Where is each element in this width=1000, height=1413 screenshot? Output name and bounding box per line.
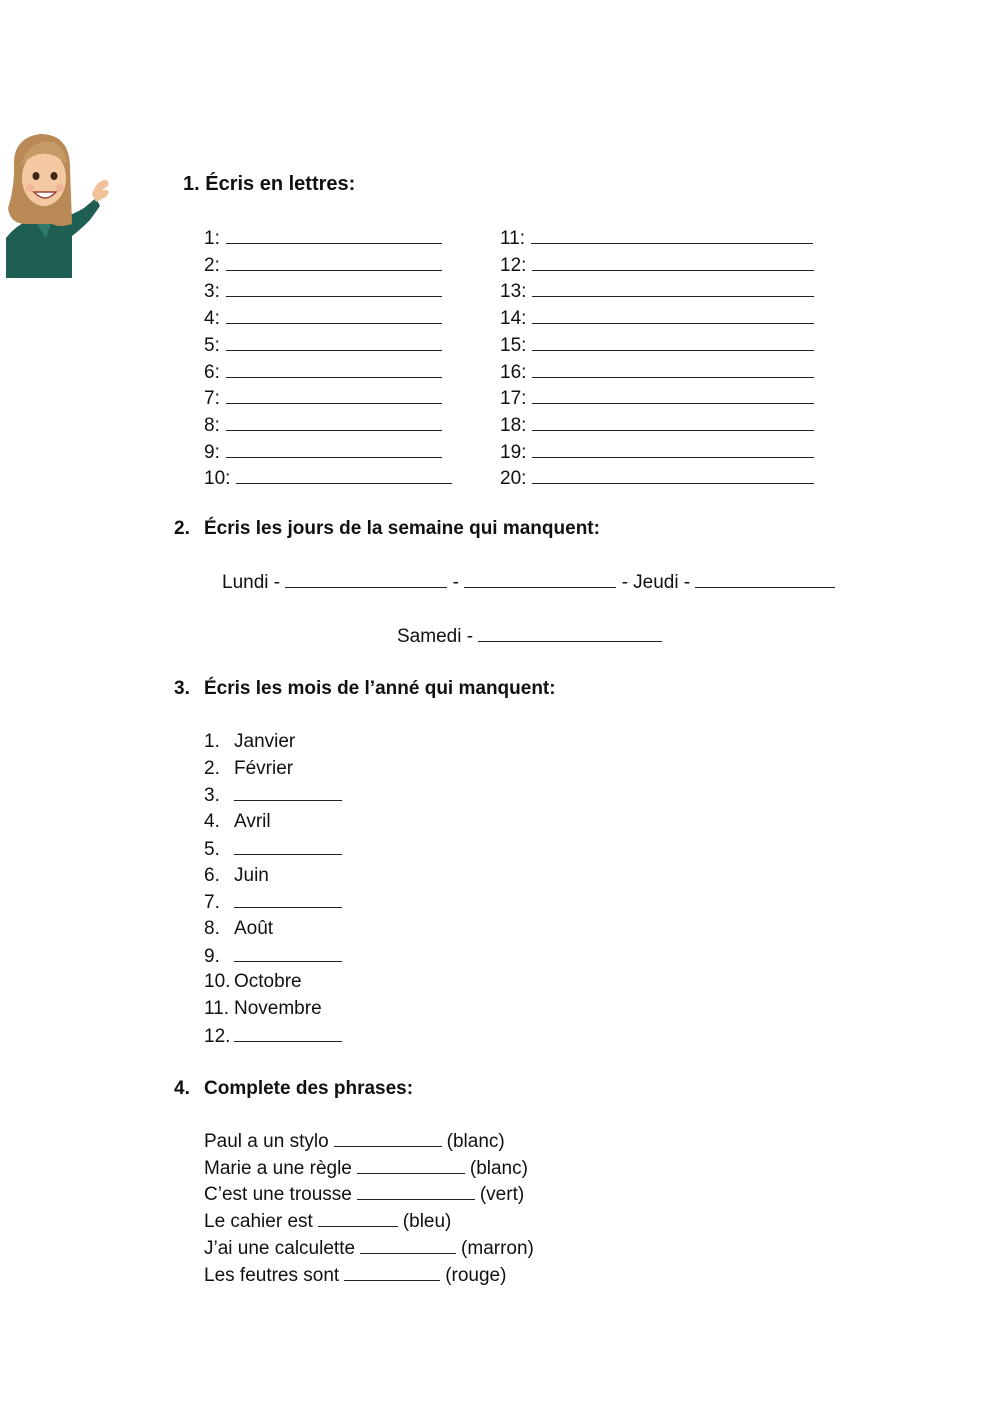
- section-2-heading: [174, 518, 600, 540]
- number-row: [500, 254, 814, 277]
- sentence-text: Le cahier est: [204, 1211, 313, 1233]
- weekday-blank-2[interactable]: [464, 571, 616, 588]
- month-number: 11.: [204, 998, 230, 1019]
- sentence-text: Marie a une règle: [204, 1157, 352, 1179]
- sentence-answer-blank[interactable]: [357, 1183, 475, 1200]
- number-label: 11:: [500, 228, 526, 249]
- number-label: 19:: [500, 441, 527, 463]
- number-label: 13:: [500, 281, 527, 303]
- month-number: 3.: [204, 785, 220, 807]
- number-answer-blank[interactable]: [226, 441, 442, 458]
- sentence-hint: (blanc): [469, 1157, 528, 1179]
- number-label: 16:: [500, 361, 527, 383]
- number-row: [204, 414, 442, 437]
- number-row: [500, 467, 814, 490]
- sentence-answer-blank[interactable]: [318, 1210, 398, 1227]
- number-answer-blank[interactable]: [532, 414, 814, 431]
- month-number: 7.: [204, 892, 220, 914]
- sentence-answer-blank[interactable]: [360, 1237, 456, 1254]
- sentence-text: C’est une trousse: [204, 1184, 352, 1206]
- sentence-text: J’ai une calculette: [204, 1237, 356, 1259]
- month-number: 4.: [204, 811, 220, 833]
- sentence-row: [204, 1130, 505, 1153]
- number-row: [204, 387, 442, 410]
- number-answer-blank[interactable]: [532, 307, 814, 324]
- month-answer-blank[interactable]: [234, 891, 342, 908]
- section-3-title: Écris les mois de l’anné qui manquent:: [204, 678, 556, 699]
- sentence-row: [204, 1210, 451, 1233]
- section-1-title: Écris en lettres:: [205, 173, 356, 195]
- month-item: [204, 918, 273, 940]
- number-label: 12:: [500, 254, 527, 276]
- month-item: [204, 758, 293, 780]
- number-label: 4:: [204, 308, 220, 330]
- month-number: 1.: [204, 731, 220, 752]
- month-number: 8.: [204, 917, 220, 939]
- weekday-blank-1[interactable]: [285, 571, 447, 588]
- sentence-row: [204, 1264, 506, 1287]
- number-label: 6:: [204, 361, 220, 383]
- number-row: [204, 227, 442, 250]
- number-row: [204, 361, 442, 384]
- weekday-blank-3[interactable]: [695, 571, 835, 588]
- month-number: 9.: [204, 945, 220, 967]
- number-row: [204, 307, 442, 330]
- number-answer-blank[interactable]: [532, 361, 814, 378]
- sentence-hint: (rouge): [445, 1264, 507, 1286]
- number-row: [204, 254, 442, 277]
- month-name: Août: [234, 917, 274, 939]
- weekday-blank-4[interactable]: [478, 625, 662, 642]
- number-label: 2:: [204, 254, 220, 276]
- number-label: 18:: [500, 414, 527, 436]
- sentence-answer-blank[interactable]: [334, 1130, 442, 1147]
- number-row: [500, 307, 814, 330]
- number-answer-blank[interactable]: [532, 467, 814, 484]
- section-2-number: 2.: [174, 518, 190, 539]
- section-1-number: 1.: [183, 173, 200, 195]
- section-3-heading: [174, 678, 556, 700]
- number-label: 9:: [204, 441, 220, 463]
- weekday-separator: -: [452, 572, 459, 593]
- number-row: [204, 280, 442, 303]
- month-name: Octobre: [234, 971, 302, 993]
- month-item: [204, 811, 271, 833]
- month-item: [204, 1025, 342, 1048]
- weekday-samedi: Samedi -: [397, 626, 474, 647]
- number-answer-blank[interactable]: [226, 227, 442, 244]
- sentence-hint: (bleu): [402, 1211, 452, 1233]
- number-answer-blank[interactable]: [226, 280, 442, 297]
- number-answer-blank[interactable]: [226, 254, 442, 271]
- month-item: [204, 784, 342, 807]
- weekday-lundi: Lundi -: [222, 572, 281, 593]
- number-row: [500, 414, 814, 437]
- month-name: Avril: [234, 811, 271, 833]
- number-row: [204, 334, 442, 357]
- weekdays-line-1: [222, 571, 835, 594]
- month-number: 5.: [204, 838, 220, 860]
- section-4-title: Complete des phrases:: [204, 1078, 414, 1099]
- number-label: 5:: [204, 334, 220, 356]
- month-name: Juin: [234, 864, 269, 886]
- number-answer-blank[interactable]: [532, 254, 814, 271]
- section-3-number: 3.: [174, 678, 190, 699]
- sentence-row: [204, 1237, 534, 1260]
- month-item: [204, 731, 295, 753]
- number-answer-blank[interactable]: [226, 387, 442, 404]
- number-answer-blank[interactable]: [236, 467, 452, 484]
- month-number: 6.: [204, 864, 220, 886]
- weekdays-line-2: [397, 625, 662, 648]
- month-answer-blank[interactable]: [234, 1025, 342, 1042]
- section-4-heading: [174, 1078, 413, 1100]
- number-row: [500, 441, 814, 464]
- month-item: [204, 998, 322, 1020]
- number-label: 8:: [204, 414, 220, 436]
- section-2-title: Écris les jours de la semaine qui manquent:: [204, 518, 600, 539]
- sentence-row: [204, 1183, 524, 1206]
- number-answer-blank[interactable]: [531, 227, 813, 244]
- number-label: 14:: [500, 308, 527, 330]
- number-label: 15:: [500, 334, 527, 356]
- month-item: [204, 971, 302, 993]
- number-answer-blank[interactable]: [532, 387, 814, 404]
- number-answer-blank[interactable]: [226, 307, 442, 324]
- month-name: Février: [234, 757, 294, 779]
- sentence-row: [204, 1157, 528, 1180]
- month-item: [204, 891, 342, 914]
- month-item: [204, 945, 342, 968]
- number-row: [500, 361, 814, 384]
- sentence-text: Paul a un stylo: [204, 1131, 329, 1152]
- month-item: [204, 838, 342, 861]
- month-number: 10.: [204, 971, 231, 993]
- month-number: 12.: [204, 1025, 231, 1047]
- month-answer-blank[interactable]: [234, 784, 342, 801]
- month-number: 2.: [204, 757, 220, 779]
- sentence-answer-blank[interactable]: [357, 1157, 465, 1174]
- sentence-hint: (marron): [461, 1237, 534, 1259]
- number-label: 3:: [204, 281, 220, 303]
- month-item: [204, 865, 269, 887]
- section-1-heading: [183, 173, 355, 195]
- weekday-jeudi: - Jeudi -: [621, 572, 691, 593]
- number-answer-blank[interactable]: [226, 414, 442, 431]
- month-name: Novembre: [234, 998, 322, 1019]
- number-row: [204, 467, 452, 490]
- number-row: [500, 227, 813, 250]
- number-label: 20:: [500, 468, 527, 490]
- number-label: 10:: [204, 468, 231, 490]
- number-answer-blank[interactable]: [532, 280, 814, 297]
- number-answer-blank[interactable]: [226, 334, 442, 351]
- number-row: [204, 441, 442, 464]
- number-label: 17:: [500, 388, 527, 410]
- sentence-hint: (vert): [479, 1184, 525, 1206]
- month-answer-blank[interactable]: [234, 945, 342, 962]
- number-label: 7:: [204, 388, 220, 410]
- number-row: [500, 334, 814, 357]
- sentence-answer-blank[interactable]: [344, 1264, 440, 1281]
- month-answer-blank[interactable]: [234, 838, 342, 855]
- number-row: [500, 280, 814, 303]
- number-label: 1:: [204, 228, 220, 249]
- sentence-text: Les feutres sont: [204, 1264, 340, 1286]
- number-answer-blank[interactable]: [532, 334, 814, 351]
- teacher-avatar-icon: [0, 128, 118, 278]
- number-answer-blank[interactable]: [532, 441, 814, 458]
- sentence-hint: (blanc): [446, 1131, 505, 1152]
- month-name: Janvier: [234, 731, 296, 752]
- number-answer-blank[interactable]: [226, 361, 442, 378]
- section-4-number: 4.: [174, 1078, 190, 1099]
- number-row: [500, 387, 814, 410]
